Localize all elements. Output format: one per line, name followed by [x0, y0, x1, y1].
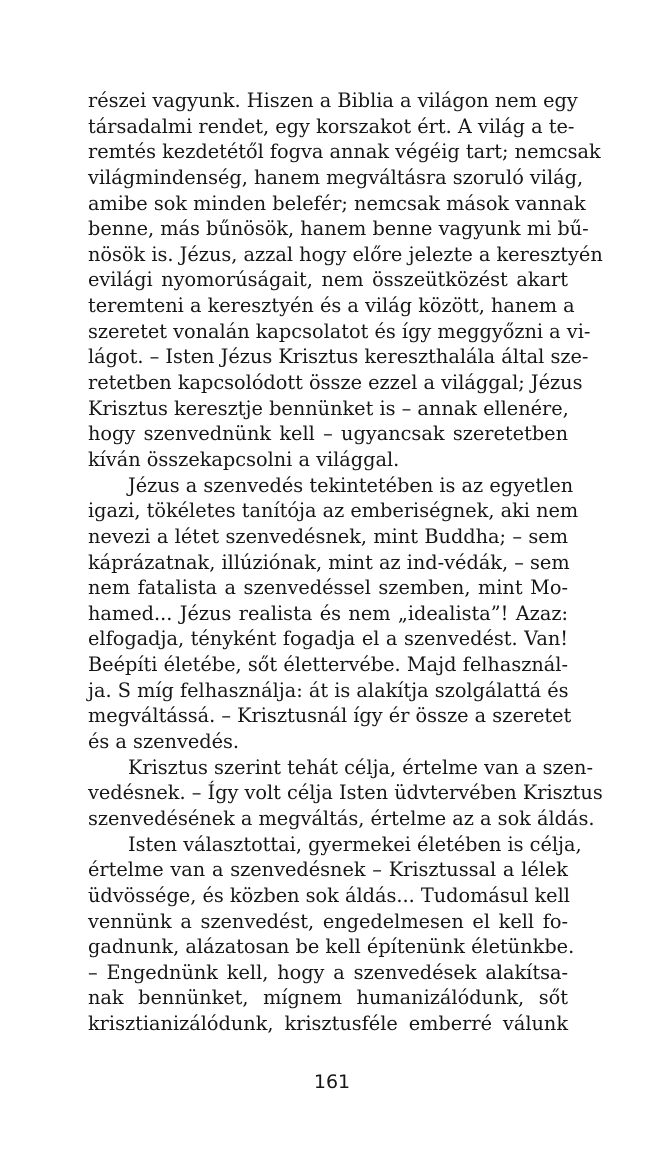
text-line: Beépíti életébe, sőt élettervébe. Majd felhasznál- [88, 653, 568, 677]
text-line: Jézus a szenvedés tekintetében is az egyetlen [128, 473, 574, 497]
text-line: ja. S míg felhasználja: át is alakítja szolgálattá és [88, 678, 569, 702]
page-body [88, 88, 603, 1037]
paragraph [88, 832, 582, 1037]
text-line: káprázatnak, illúziónak, mint az ind-védák, – sem [88, 550, 570, 574]
text-line: szenvedésének a megváltás, értelme az a sok áldás. [88, 806, 595, 830]
text-line: igazi, tökéletes tanítója az emberiségnek, aki nem [88, 499, 579, 523]
text-line: értelme van a szenvedésnek – Krisztussal a lélek [88, 858, 568, 882]
text-line: részei vagyunk. Hiszen a Biblia a világon nem egy [88, 89, 578, 112]
paragraph [88, 755, 603, 832]
text-line: amibe sok minden belefér; nemcsak mások vannak [88, 191, 586, 215]
text-line: világmindenség, hanem megváltásra szoruló világ, [88, 165, 584, 189]
text-line: vedésnek. – Így volt célja Isten üdvtervében Krisztus [88, 781, 603, 805]
text-line: teremteni a keresztyén és a világ között, hanem a [88, 294, 575, 318]
text-line: nem fatalista a szenvedéssel szemben, mint Mo- [88, 576, 568, 600]
text-line: krisztianizálódunk, krisztusféle emberré válunk [88, 1012, 568, 1036]
text-line: és a szenvedés. [88, 730, 240, 754]
text-line: lágot. – Isten Jézus Krisztus kereszthalála által sze- [88, 345, 589, 369]
text-line: hamed... Jézus realista és nem „idealista”! Azaz: [88, 601, 568, 625]
text-line: Krisztus keresztje bennünket is – annak ellenére, [88, 396, 569, 420]
text-line: evilági nyomorúságait, nem összeütközést akart [88, 268, 568, 292]
text-line: üdvössége, és közben sok áldás... Tudomásul kell [88, 883, 570, 907]
paragraph [88, 88, 603, 473]
text-line: nak bennünket, mígnem humanizálódunk, sőt [88, 986, 568, 1010]
text-line: hogy szenvednünk kell – ugyancsak szeretetben [88, 422, 568, 446]
text-line: nösök is. Jézus, azzal hogy előre jelezte a keresztyén [88, 242, 603, 266]
text-line: Isten választottai, gyermekei életében is célja, [128, 832, 582, 856]
text-line: elfogadja, tényként fogadja el a szenvedést. Van! [88, 627, 568, 651]
text-line: társadalmi rendet, egy korszakot ért. A világ a te- [88, 114, 575, 138]
text-line: kíván összekapcsolni a világgal. [88, 447, 400, 471]
text-line: – Engednünk kell, hogy a szenvedések alakítsa- [88, 960, 568, 984]
text-line: retetben kapcsolódott össze ezzel a világgal; Jézus [88, 371, 583, 395]
text-line: Krisztus szerint tehát célja, értelme van a szen- [128, 755, 593, 779]
text-line: remtés kezdetétől fogva annak végéig tart; nemcsak [88, 140, 601, 164]
text-line: benne, más bűnösök, hanem benne vagyunk mi bű- [88, 217, 589, 241]
paragraph [88, 473, 579, 755]
page-number: 161 [313, 1071, 351, 1093]
text-line: vennünk a szenvedést, engedelmesen el kell fo- [88, 909, 568, 933]
text-line: szeretet vonalán kapcsolatot és így meggyőzni a vi- [88, 319, 591, 343]
text-line: gadnunk, alázatosan be kell építenünk életünkbe. [88, 935, 575, 959]
text-line: megváltássá. – Krisztusnál így ér össze a szeretet [88, 704, 572, 728]
text-line: nevezi a létet szenvedésnek, mint Buddha; – sem [88, 524, 568, 548]
